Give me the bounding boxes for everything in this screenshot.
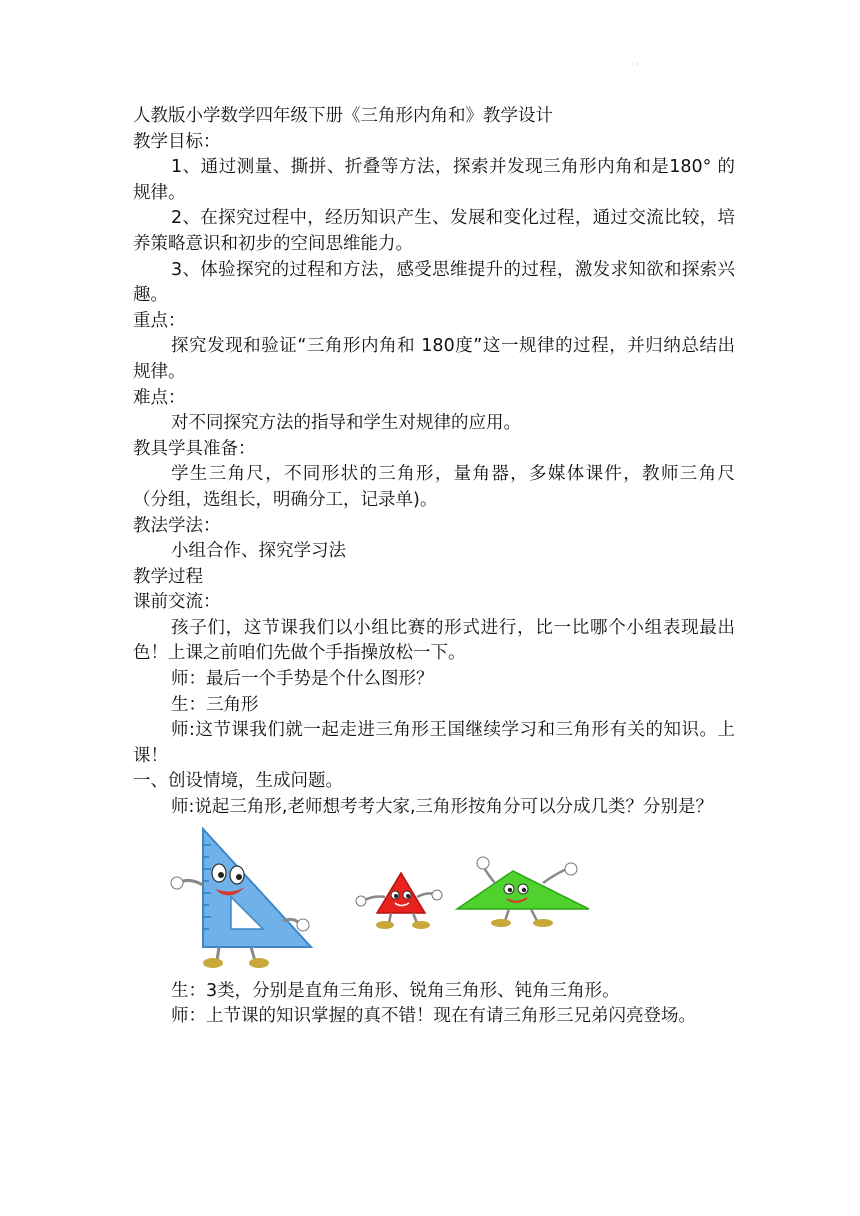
- document-body: [133, 104, 735, 1030]
- process-heading: 教学过程: [133, 566, 203, 587]
- right-triangle-character: [171, 829, 311, 968]
- acute-triangle-character: [356, 873, 442, 929]
- difficulty-heading: 难点：: [133, 387, 186, 408]
- triangle-characters-illustration: [133, 825, 735, 977]
- section1-heading: 一、创设情境，生成问题。: [133, 771, 343, 792]
- dialogue-line: 师：最后一个手势是个什么图形？: [171, 669, 434, 690]
- objective-item: 1、通过测量、撕拼、折叠等方法，探索并发现三角形内角和是180° 的规律。: [133, 157, 735, 203]
- objectives-heading: 教学目标：: [133, 131, 221, 152]
- obtuse-triangle-character: [457, 857, 589, 927]
- difficulty-text: 对不同探究方法的指导和学生对规律的应用。: [171, 413, 521, 434]
- dialogue-line: 生：3类，分别是直角三角形、锐角三角形、钝角三角形。: [171, 980, 620, 1001]
- objective-item: 2、在探究过程中，经历知识产生、发展和变化过程，通过交流比较，培养策略意识和初步的空间思维能力。: [133, 208, 735, 254]
- triangle-characters-svg: [133, 825, 735, 977]
- methods-text: 小组合作、探究学习法: [171, 541, 346, 562]
- dialogue-line: 师:这节课我们就一起走进三角形王国继续学习和三角形有关的知识。上课！: [133, 720, 735, 766]
- key-point-text: 探究发现和验证“三角形内角和 180度”这一规律的过程，并归纳总结出规律。: [133, 336, 735, 382]
- materials-heading: 教具学具准备：: [133, 438, 256, 459]
- pre-class-heading: 课前交流：: [133, 592, 221, 613]
- objective-item: 3、体验探究的过程和方法，感受思维提升的过程，激发求知欲和探索兴趣。: [133, 259, 735, 306]
- document-title: 人教版小学数学四年级下册《三角形内角和》教学设计: [133, 106, 553, 126]
- dialogue-line: 师:说起三角形,老师想考考大家,三角形按角分可以分成几类？分别是？: [171, 797, 714, 818]
- page-mark: ·: [636, 60, 639, 69]
- dialogue-line: 生：三角形: [171, 694, 259, 715]
- dialogue-line: 师：上节课的知识掌握的真不错！现在有请三角形三兄弟闪亮登场。: [171, 1006, 696, 1027]
- methods-heading: 教法学法：: [133, 515, 221, 536]
- dialogue-line: 孩子们，这节课我们以小组比赛的形式进行，比一比哪个小组表现最出色！上课之前咱们先做个手指操放松一下。: [133, 617, 735, 664]
- key-point-heading: 重点：: [133, 310, 186, 331]
- materials-text: 学生三角尺，不同形状的三角形，量角器，多媒体课件，教师三角尺 （分组，选组长，明确分工，记录单)。: [133, 464, 735, 510]
